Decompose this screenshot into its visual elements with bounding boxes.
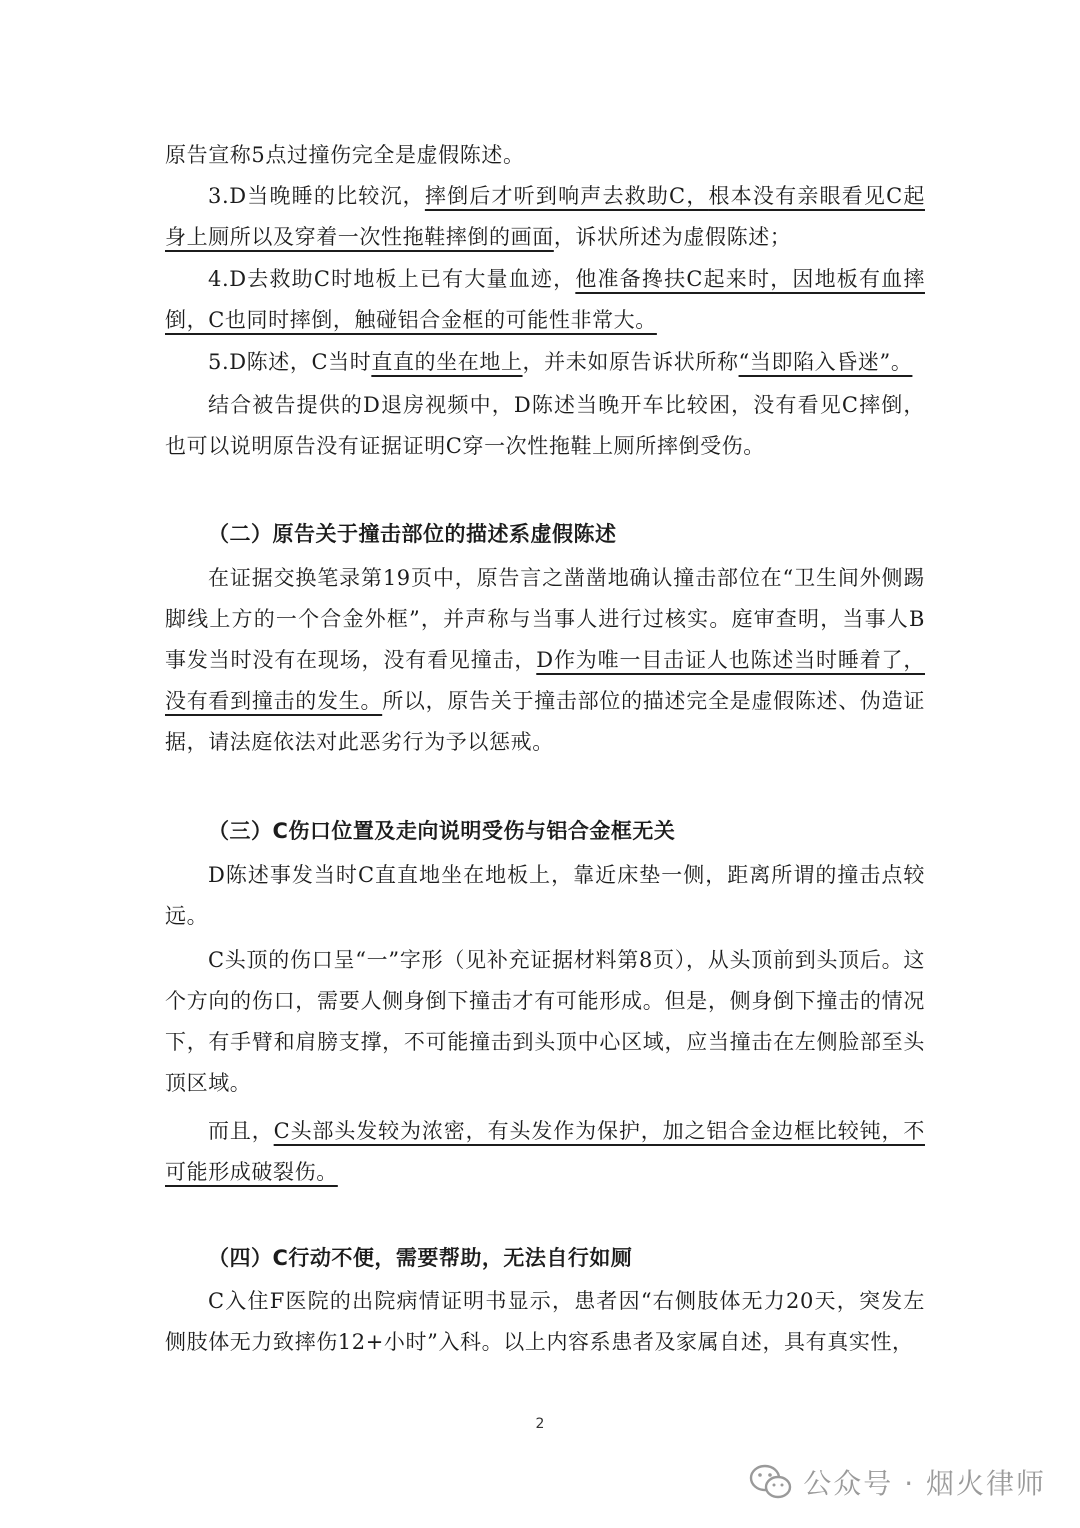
paragraph (165, 558, 925, 763)
text-segment: ，诉状所述为虚假陈述； (553, 225, 792, 249)
underlined-text: “当即陷入昏迷”。 (738, 350, 913, 374)
page-number: 2 (535, 1416, 545, 1432)
text-segment: 而且， (208, 1119, 274, 1143)
text-segment: 5.D陈述，C当时 (208, 350, 372, 374)
underlined-text: 直直的坐在地上 (371, 350, 523, 374)
wechat-icon (749, 1463, 793, 1501)
paragraph (165, 855, 925, 937)
paragraph (165, 1111, 925, 1193)
paragraph (165, 176, 925, 258)
section-heading: （三）C伤口位置及走向说明受伤与铝合金框无关 (208, 819, 676, 843)
paragraph (165, 135, 925, 176)
paragraph (165, 385, 925, 467)
underlined-text: 摔倒后才听到响声去救助C， (424, 184, 709, 208)
text-segment: 在证据交换笔录第19页中，原告言之凿凿地确认撞击部位在“卫生间外侧踢脚线上方的一个合金外框”，并声称与当事人进行过核实。庭审查明，当事人B事发当时没有在现场，没有看见撞击， (165, 566, 925, 672)
paragraph (165, 342, 925, 383)
section-heading: （二）原告关于撞击部位的描述系虚假陈述 (208, 522, 617, 546)
paragraph (165, 259, 925, 341)
section-heading: （四）C行动不便，需要帮助，无法自行如厕 (208, 1246, 633, 1270)
text-segment: 结合被告提供的D退房视频中，D陈述当晚开车比较困，没有看见C摔倒，也可以说明原告没有证据证明C穿一次性拖鞋上厕所摔倒受伤。 (165, 393, 925, 458)
text-segment: C入住F医院的出院病情证明书显示，患者因“右侧肢体无力20天，突发左侧肢体无力致摔伤12+小时”入科。以上内容系患者及家属自述，具有真实性， (165, 1289, 925, 1354)
text-segment: D陈述事发当时C直直地坐在地板上，靠近床垫一侧，距离所谓的撞击点较远。 (165, 863, 925, 928)
underlined-text: 根本没有亲眼看见C起身上厕所以及穿着一次性拖鞋摔倒的画面 (165, 184, 925, 249)
text-segment: 4.D去救助C时地板上已有大量血迹， (208, 267, 576, 291)
paragraph (165, 1281, 925, 1363)
text-segment: 原告宣称5点过撞伤完全是虚假陈述。 (165, 143, 525, 167)
text-segment: 3.D当晚睡的比较沉， (208, 184, 425, 208)
text-segment: ，并未如原告诉状所称 (522, 350, 739, 374)
underlined-text: C头部头发较为浓密，有头发作为保护，加之铝合金边框比较钝，不可能形成破裂伤。 (165, 1119, 925, 1184)
underlined-text: D作为唯一目击证人也陈述当时睡着了，没有看到撞击的发生。 (165, 648, 925, 713)
watermark (749, 1460, 1046, 1504)
paragraph (165, 940, 925, 1104)
underlined-text: 他准备搀扶C起来时，因地板有血摔倒，C也同时摔倒，触碰铝合金框的可能性非常大。 (165, 267, 925, 332)
text-segment: C头顶的伤口呈“一”字形（见补充证据材料第8页），从头顶前到头顶后。这个方向的伤口，需要人侧身倒下撞击才有可能形成。但是，侧身倒下撞击的情况下，有手臂和肩膀支撑，不可能撞击到头顶中心区域，应当撞击在左侧脸部至头顶区域。 (165, 948, 925, 1095)
watermark-text: 公众号 · 烟火律师 (803, 1467, 1046, 1500)
text-segment: 所以，原告关于撞击部位的描述完全是虚假陈述、伪造证据，请法庭依法对此恶劣行为予以惩戒。 (165, 689, 926, 754)
